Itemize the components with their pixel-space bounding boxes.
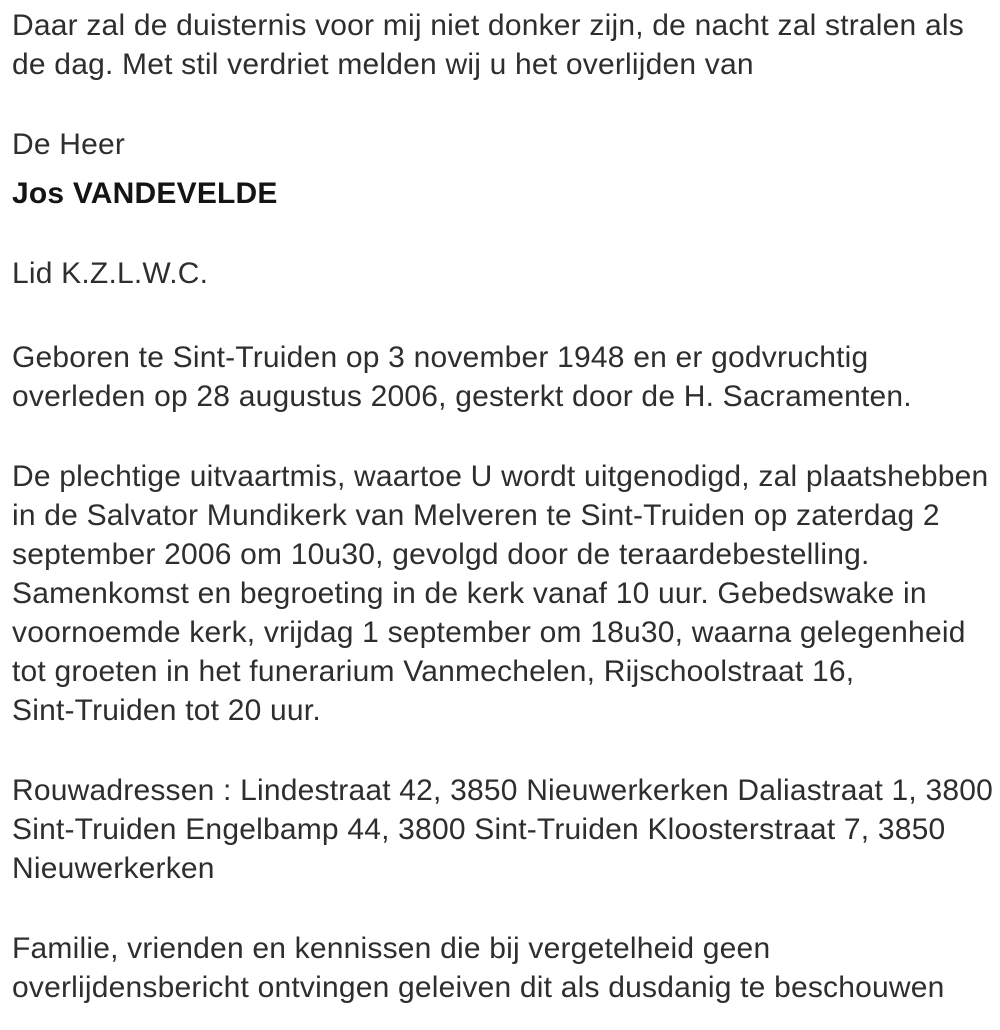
- mourning-address-line: Rouwadressen : Lindestraat 42, 3850 Nieuwerkerken Daliastraat 1, 3800: [12, 774, 994, 807]
- funeral-details-line: Samenkomst en begroeting in de kerk vanaf 10 uur. Gebedswake in: [12, 577, 927, 610]
- closing-line: overlijdensbericht ontvingen geleiven dit als dusdanig te beschouwen: [12, 971, 945, 1004]
- intro-line: Daar zal de duisternis voor mij niet donker zijn, de nacht zal stralen als: [12, 9, 964, 42]
- salutation: [12, 125, 992, 164]
- birth-death-paragraph: [12, 338, 992, 416]
- funeral-details-line: De plechtige uitvaartmis, waartoe U wordt uitgenodigd, zal plaatshebben: [12, 460, 989, 493]
- deceased-name: [12, 174, 992, 213]
- membership: [12, 254, 992, 293]
- salutation-text: De Heer: [12, 128, 126, 161]
- funeral-details-paragraph: [12, 457, 992, 730]
- birth-death-line: overleden op 28 augustus 2006, gesterkt door de H. Sacramenten.: [12, 380, 912, 413]
- intro-paragraph: [12, 6, 992, 84]
- intro-line: de dag. Met stil verdriet melden wij u het overlijden van: [12, 48, 754, 81]
- mourning-address-line: Sint-Truiden Engelbamp 44, 3800 Sint-Truiden Kloosterstraat 7, 3850: [12, 813, 946, 846]
- funeral-details-line: tot groeten in het funerarium Vanmechelen, Rijschoolstraat 16,: [12, 655, 855, 688]
- mourning-addresses-paragraph: [12, 771, 992, 888]
- funeral-details-line: september 2006 om 10u30, gevolgd door de teraardebestelling.: [12, 538, 870, 571]
- closing-paragraph: [12, 929, 992, 1007]
- birth-death-line: Geboren te Sint-Truiden op 3 november 1948 en er godvruchtig: [12, 341, 869, 374]
- membership-text: Lid K.Z.L.W.C.: [12, 257, 209, 290]
- funeral-details-line: in de Salvator Mundikerk van Melveren te Sint-Truiden op zaterdag 2: [12, 499, 940, 532]
- funeral-details-line: Sint-Truiden tot 20 uur.: [12, 694, 321, 727]
- funeral-details-line: voornoemde kerk, vrijdag 1 september om 18u30, waarna gelegenheid: [12, 616, 966, 649]
- closing-line: Familie, vrienden en kennissen die bij vergetelheid geen: [12, 932, 771, 965]
- mourning-address-line: Nieuwerkerken: [12, 852, 215, 885]
- deceased-name-text: Jos VANDEVELDE: [12, 177, 278, 210]
